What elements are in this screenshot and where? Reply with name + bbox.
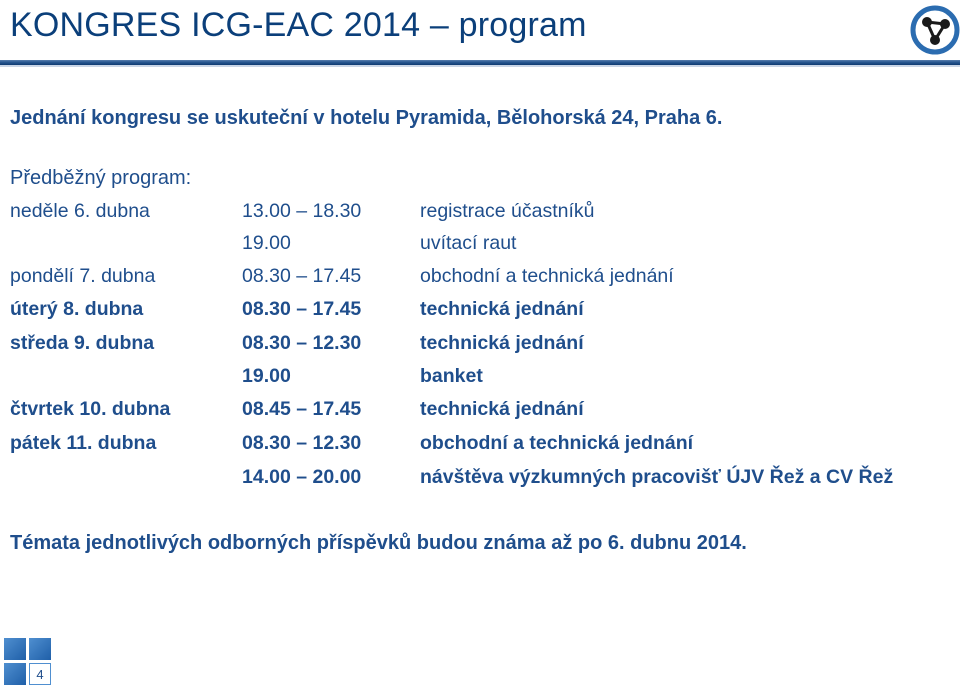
schedule-day: neděle 6. dubna [10,200,150,222]
schedule-desc: registrace účastníků [420,200,595,222]
schedule-time: 19.00 [242,365,291,387]
square-decor [4,663,26,685]
page-number: 4 [36,667,44,682]
schedule-time: 13.00 – 18.30 [242,200,362,222]
schedule-desc: technická jednání [420,398,584,420]
schedule-day: pátek 11. dubna [10,432,157,454]
molecule-logo-icon [905,2,960,57]
schedule-time: 14.00 – 20.00 [242,466,362,488]
schedule-desc: obchodní a technická jednání [420,265,674,287]
schedule-time: 08.30 – 12.30 [242,332,362,354]
page-number-box [29,663,51,685]
schedule-desc: obchodní a technická jednání [420,432,694,454]
schedule-time: 08.30 – 17.45 [242,265,362,287]
square-decor [4,638,26,660]
slide-number-squares-icon [4,638,52,686]
schedule-time: 19.00 [242,232,291,254]
schedule-time: 08.45 – 17.45 [242,398,362,420]
schedule-day: čtvrtek 10. dubna [10,398,171,420]
square-decor [29,638,51,660]
schedule-day: pondělí 7. dubna [10,265,156,287]
schedule-desc: banket [420,365,483,387]
schedule-desc: uvítací raut [420,232,517,254]
schedule-desc: technická jednání [420,332,584,354]
schedule-time: 08.30 – 12.30 [242,432,362,454]
schedule-time: 08.30 – 17.45 [242,298,362,320]
schedule-day: úterý 8. dubna [10,298,144,320]
program-label: Předběžný program: [10,167,192,189]
header-divider-shadow [0,65,960,67]
schedule-day: středa 9. dubna [10,332,155,354]
slide-title: KONGRES ICG-EAC 2014 – program [10,6,587,44]
schedule-desc: návštěva výzkumných pracovišť ÚJV Řež a CV Řež [420,466,894,488]
schedule-desc: technická jednání [420,298,584,320]
footnote-text: Témata jednotlivých odborných příspěvků budou známa až po 6. dubnu 2014. [10,532,747,554]
venue-text: Jednání kongresu se uskuteční v hotelu Pyramida, Bělohorská 24, Praha 6. [10,107,723,129]
